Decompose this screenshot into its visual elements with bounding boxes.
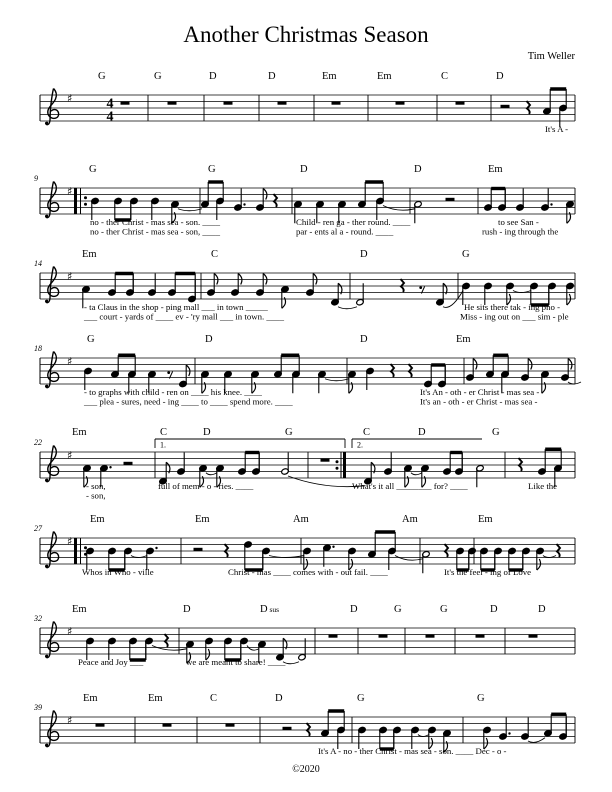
whole-rest [379,635,388,638]
whole-rest [168,102,177,105]
lyric-fragment: - ta Claus in the shop - ping mall ___ in town _____ [84,302,268,312]
page-title: Another Christmas Season [183,22,429,47]
note [366,367,374,390]
lyric-fragment: What's it all ________ for? ____ [352,481,468,491]
note [348,371,356,394]
chord-symbol: D [414,164,422,175]
whole-rest [121,102,130,105]
whole-rest [426,635,435,638]
measure-number: 9 [34,174,38,183]
chord-symbol: Am [293,514,309,525]
half-rest [124,462,133,465]
quarter-rest [409,364,413,377]
volta-bracket [352,439,482,450]
note [436,283,447,306]
chord-symbol: D [275,693,283,704]
quarter-rest [445,544,449,557]
eighth-flag [263,189,267,200]
note [536,547,544,570]
note [177,453,185,476]
key-signature-sharp: ♯ [67,625,73,638]
system [33,604,575,667]
chord-symbol: G [89,164,97,175]
treble-clef-icon [46,89,59,125]
chord-symbol: Em [72,427,87,438]
whole-rest [226,724,235,727]
whole-rest [456,102,465,105]
system [34,427,575,501]
time-signature-bottom: 4 [106,109,114,125]
system [34,514,575,577]
whole-rest [332,102,341,105]
lyric-fragment: rush - ing through the [482,226,559,237]
lyric-fragment: Whos in Who - ville [82,567,154,577]
eighth-flag [473,359,477,370]
chord-symbol: D [183,604,191,615]
lyric-fragment: Child - ren ga - ther round. ____ [296,217,411,227]
treble-clef-icon [46,267,59,303]
tie [206,473,217,475]
chord-symbol: G [477,693,485,704]
tie [411,473,422,475]
quarter-rest [527,101,531,114]
note [521,718,529,741]
chord-symbol: Em [195,514,210,525]
whole-rest [321,459,330,462]
chord-symbol: C [211,249,219,260]
tie [325,379,349,381]
chord-symbol: G [98,71,106,82]
lyric-fragment: It's the feel - ing of Love [444,567,532,577]
chord-symbol: D [203,427,211,438]
composer-credit: Tim Weller [527,51,575,62]
measure-number: 18 [34,344,42,353]
half-rest [501,105,510,108]
lyric-fragment: - son, [86,481,106,491]
copyright-line: ©2020 [292,764,320,775]
chord-symbol: Em [322,71,337,82]
chord-symbol: Em [148,693,163,704]
whole-rest [224,102,233,105]
lyric-fragment: Peace and Joy ___ [78,657,144,667]
lyric-fragment: ___ plea - sures, need - ing ____ to ____ spend more. ____ [84,396,293,407]
key-signature-sharp: ♯ [67,535,73,548]
note [356,283,364,306]
note [188,280,196,303]
tie [178,209,202,211]
lyric-fragment: It's an - oth - er Christ - mas sea - [420,396,538,407]
eighth-flag [263,274,267,285]
note [281,286,289,309]
treble-clef-icon [46,446,59,482]
treble-clef-icon [46,622,59,658]
chord-symbol: Em [82,249,97,260]
chord-symbol: G [440,604,448,615]
chord-symbol: Em [72,604,87,615]
lyric-fragment: - son, [86,490,106,501]
chord-symbol: D [360,334,368,345]
note [384,453,392,476]
quarter-rest [401,279,405,292]
eighth-flag [567,294,571,305]
note [244,541,263,570]
note [566,282,574,305]
key-signature-sharp: ♯ [67,185,73,198]
chord-symbol: D sus [260,604,280,615]
note [252,453,260,476]
system [33,693,575,756]
system [34,334,581,407]
note [559,718,567,741]
whole-rest [396,102,405,105]
eighth-flag [537,559,541,570]
treble-clef-icon [46,711,59,747]
volta-label: 2. [357,440,363,450]
chord-symbol: D [300,164,308,175]
chord-symbol: Em [90,514,105,525]
key-signature-sharp: ♯ [67,714,73,727]
key-signature-sharp: ♯ [67,270,73,283]
lyric-fragment: Like the [528,481,558,491]
quarter-rest [519,458,523,471]
eighth-flag [186,365,190,376]
chord-symbol: Em [83,693,98,704]
measure-number: 14 [34,259,42,268]
chord-symbol: G [357,693,365,704]
eighth-flag [238,274,242,285]
lyric-fragment: He sits there tak - ing pho - [464,302,561,312]
whole-rest [329,635,338,638]
note [476,465,484,488]
treble-clef-icon [46,182,59,218]
lyric-fragment: It's A - [545,124,569,134]
quarter-rest [165,634,169,647]
system [34,249,575,322]
chord-symbol: Em [456,334,471,345]
tie [338,307,357,309]
chord-symbol: Am [402,514,418,525]
lyric-fragment: ___ court - yards of ____ ev - 'ry mall ___ in town. ____ [84,311,284,322]
note [566,201,574,224]
chord-symbol: C [160,427,168,438]
eighth-flag [313,274,317,285]
chord-symbol: Em [488,164,503,175]
half-rest [446,198,455,201]
chord-symbol: G [87,334,95,345]
note [318,371,326,394]
note [388,547,396,570]
chord-symbol: D [538,604,546,615]
note [298,638,306,661]
chord-symbol: Em [478,514,493,525]
chord-symbol: G [394,604,402,615]
eighth-flag [528,359,532,370]
note [281,453,289,476]
chord-symbol: D [496,71,504,82]
chord-symbol: C [441,71,449,82]
note [414,201,422,224]
chord-symbol: G [154,71,162,82]
note [148,274,156,297]
lyric-fragment: It's An - oth - er Christ - mas sea - [420,387,540,397]
note [323,544,335,567]
chord-symbol: D [268,71,276,82]
chord-symbol: G [492,427,500,438]
whole-rest [529,635,538,638]
quarter-rest [307,723,311,736]
chord-symbol: G [462,249,470,260]
note [438,365,446,388]
half-rest [283,727,292,730]
tie [528,738,545,743]
note [126,274,134,297]
note [422,551,430,574]
note [516,189,524,212]
note [541,371,549,394]
lyric-fragment: full of mem - o - ries. ____ [158,481,254,491]
half-rest [194,548,203,551]
lyric-fragment: no - ther Christ - mas sea - son. ____ [90,217,220,227]
measure-number: 22 [34,438,42,447]
chord-symbol: D [350,604,358,615]
key-signature-sharp: ♯ [67,355,73,368]
eighth-flag [214,274,218,285]
lyric-fragment: par - ents al a - round. ____ [296,226,394,237]
note [498,189,506,212]
measure-number: 39 [34,703,42,712]
volta-label: 1. [160,440,166,450]
treble-clef-icon [46,532,59,568]
chord-symbol: G [285,427,293,438]
volta-bracket [155,439,345,450]
chord-symbol: D [490,604,498,615]
system [40,71,575,134]
time-signature-top: 4 [106,96,114,112]
measure-number: 32 [34,614,42,623]
chord-symbol: Em [377,71,392,82]
lyric-fragment: It's A - no - ther Christ - mas sea - son. ____ Dec - o - [318,746,507,756]
chord-symbol: D [209,71,217,82]
lyric-fragment: no - ther Christ - mas sea - son, ____ [90,226,220,237]
whole-rest [96,724,105,727]
quarter-rest [391,364,395,377]
measure-number: 27 [34,524,42,533]
chord-symbol: D [418,427,426,438]
chord-symbol: D [205,334,213,345]
whole-rest [278,102,287,105]
note [145,637,153,660]
lyric-fragment: - to graphs with child - ren on ____ his knee. ____ [84,387,262,397]
system [34,164,575,237]
chord-symbol: C [210,693,218,704]
chord-symbol: D [360,249,368,260]
lyric-fragment: Miss - ing out on ___ sim - ple [460,311,569,322]
note [331,283,342,306]
quarter-rest [274,194,278,207]
eighth-flag [568,359,572,370]
quarter-rest [557,544,561,557]
lyric-fragment: Christ - mas ____ comes with - out fail. ____ [228,567,388,577]
lyric-fragment: we are meant to share! ____ [186,657,286,667]
note [292,371,300,394]
whole-rest [163,724,172,727]
quarter-rest [225,544,229,557]
lyric-fragment: to see San - [498,217,539,227]
treble-clef-icon [46,352,59,388]
whole-rest [476,635,485,638]
note [455,453,463,476]
key-signature-sharp: ♯ [67,449,73,462]
key-signature-sharp: ♯ [67,92,73,105]
chord-symbol: C [363,427,371,438]
chord-symbol: G [208,164,216,175]
